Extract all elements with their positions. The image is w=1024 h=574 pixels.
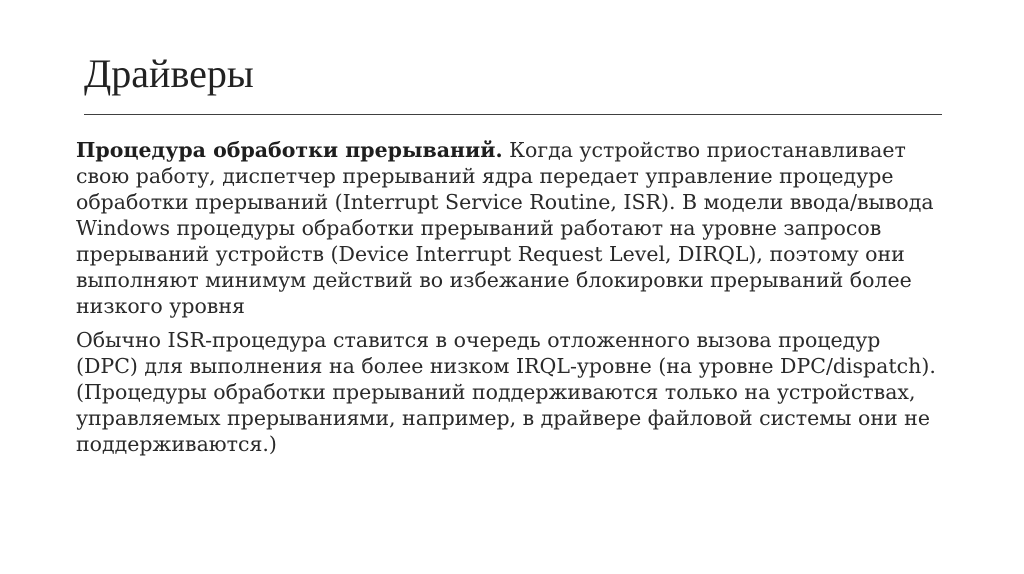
paragraph-text: Обычно ISR-процедура ставится в очередь отложенного вызова процедур (DPC) для выполнения на более низком IRQL-уровне (на уровне DPC/dispatch). (Процедуры обработки прерываний поддерживаются только на устройствах, управляемых прерываниями, например, в драйвере файловой системы они не поддерживаются.) [76,328,936,456]
paragraph-isr [76,137,946,319]
paragraph-text: Когда устройство приостанавливает свою работу, диспетчер прерываний ядра передает управление процедуре обработки прерываний (Interrupt Service Routine, ISR). В модели ввода/вывода Windows процедуры обработки прерываний работают на уровне запросов прерываний устройств (Device Interrupt Request Level, DIRQL), поэтому они выполняют минимум действий во избежание блокировки прерываний более низкого уровня [76,138,934,318]
slide-title: Драйверы [84,51,254,96]
slide-body [76,137,946,457]
paragraph-lead: Процедура обработки прерываний. [76,138,503,162]
paragraph-dpc [76,327,946,457]
title-divider [84,114,942,115]
